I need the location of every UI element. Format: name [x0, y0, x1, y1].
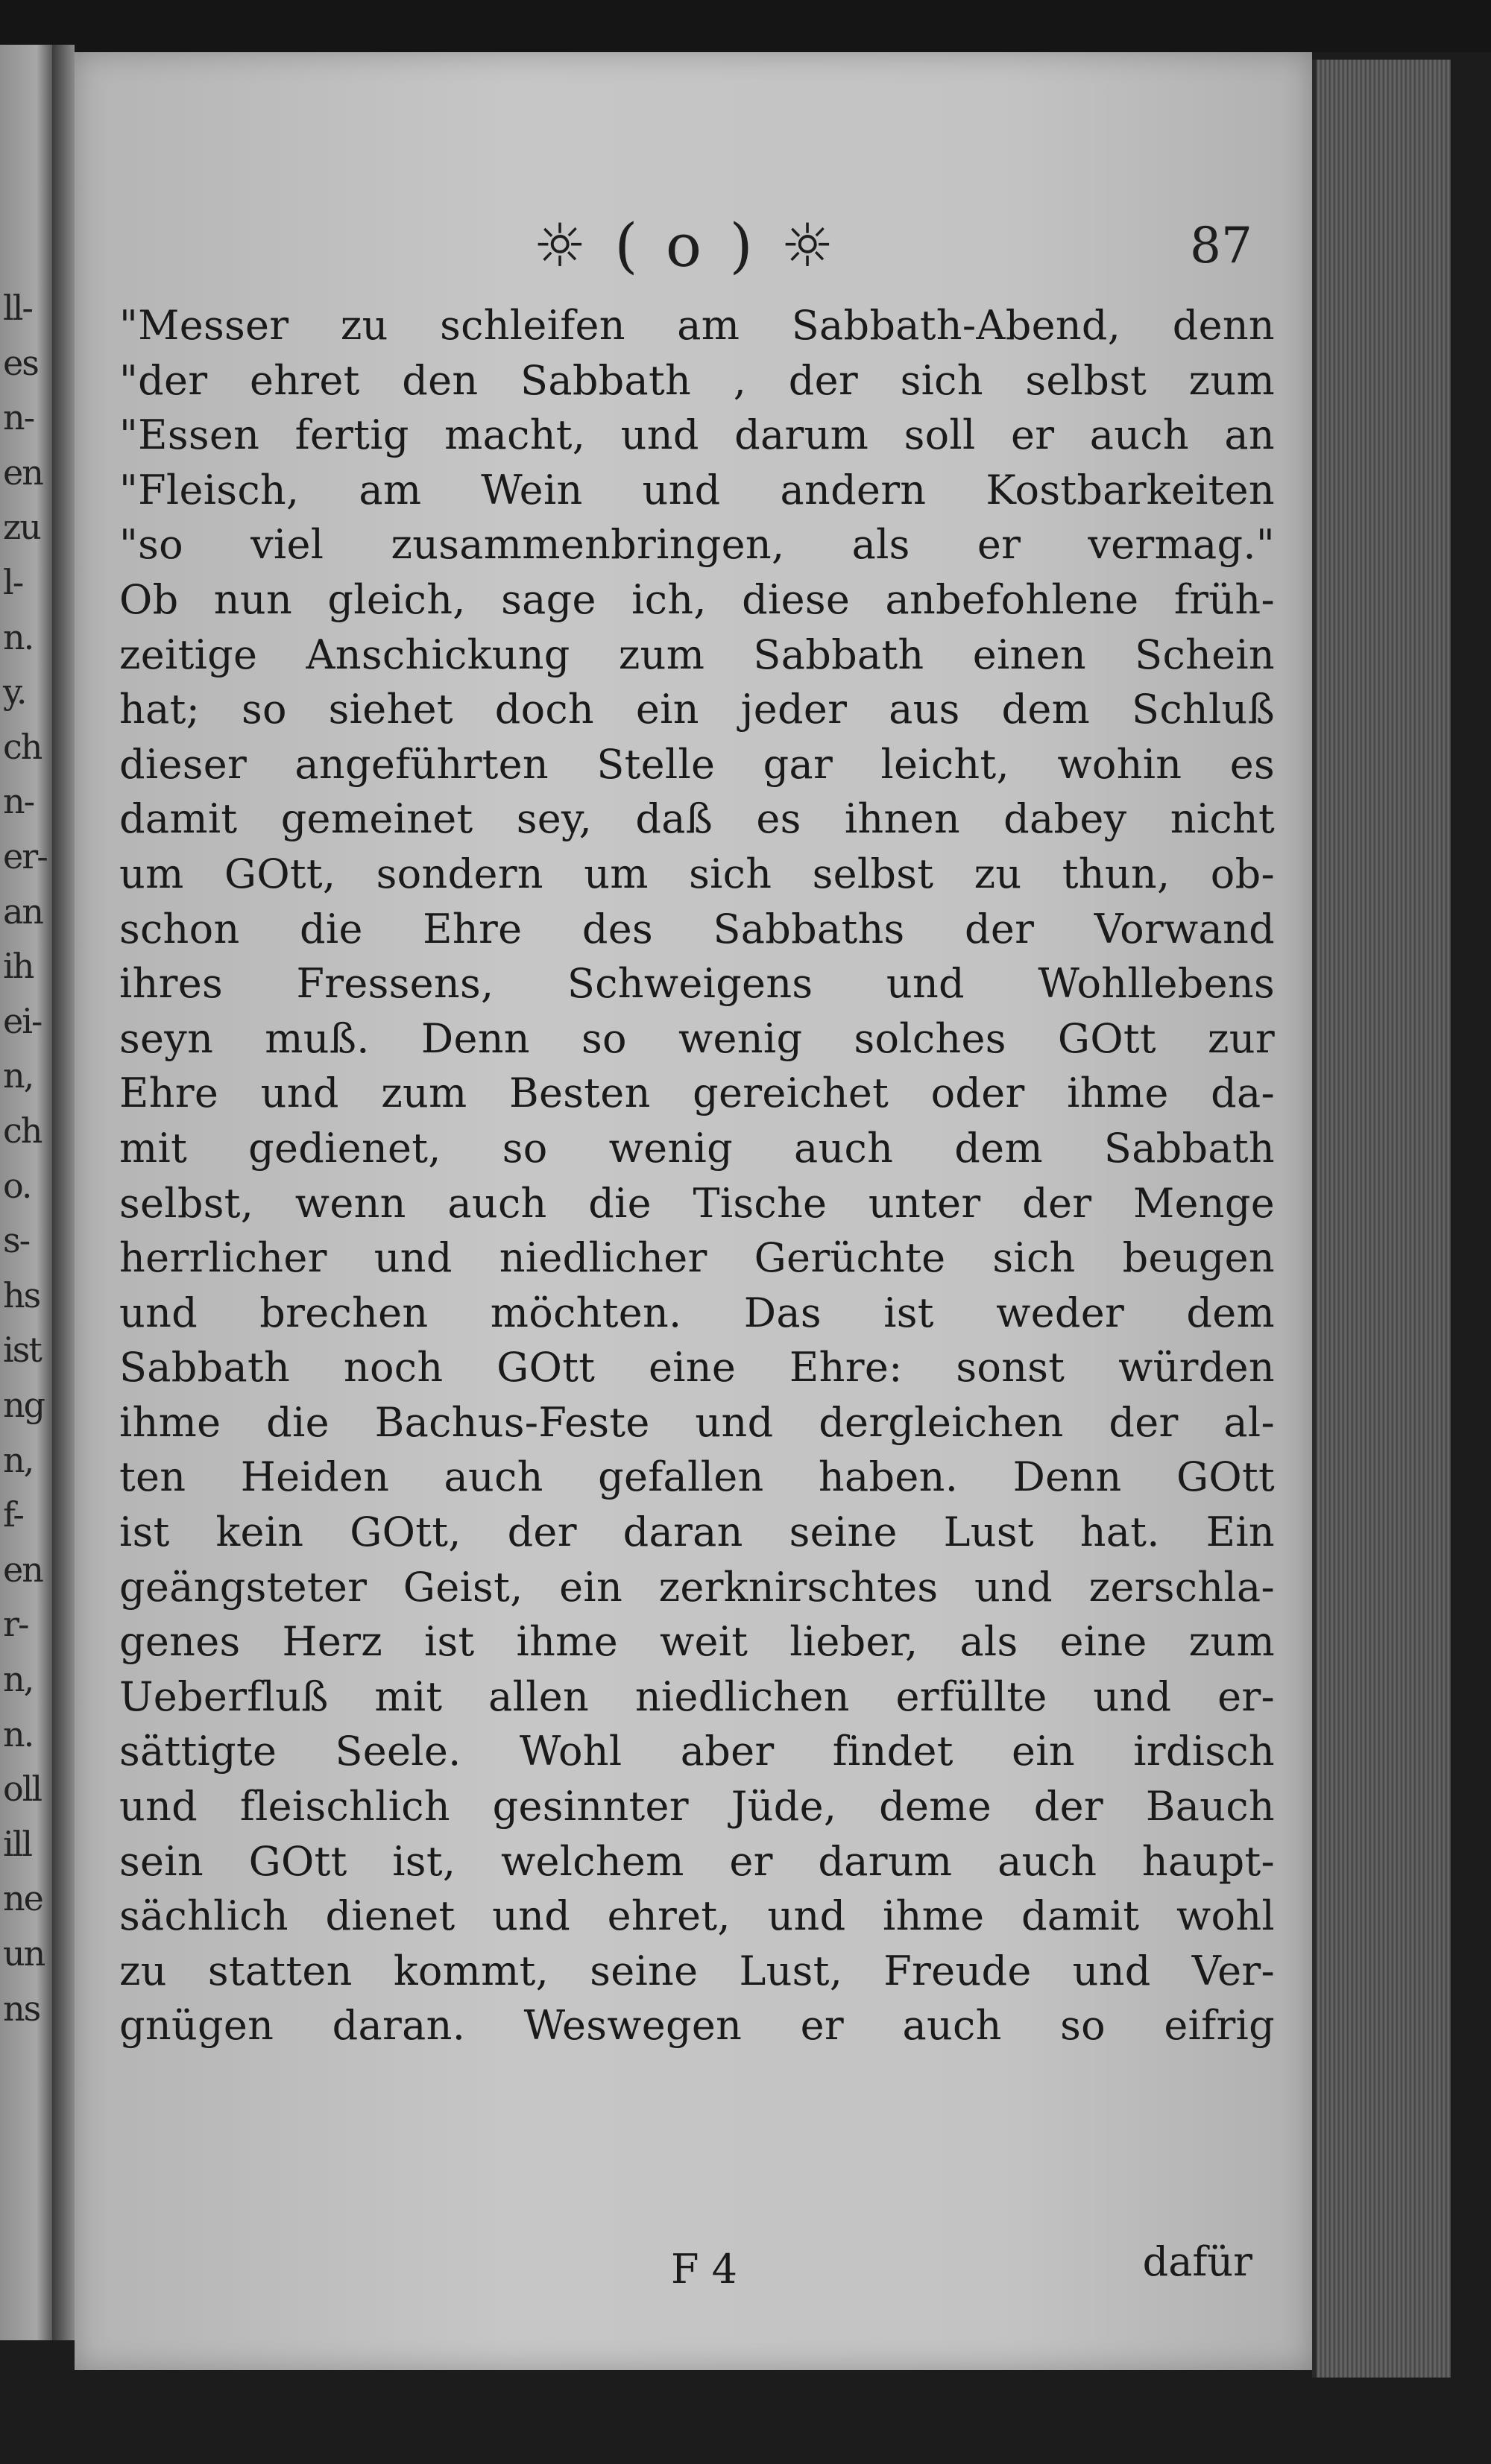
previous-page-fragment: f- — [3, 1494, 23, 1535]
previous-page-fragment: n, — [3, 1659, 34, 1699]
text-line: "Essen fertig macht, und darum soll er auch an — [119, 411, 1275, 459]
previous-page-fragment: oll — [3, 1769, 42, 1810]
previous-page-fragment: n. — [3, 1713, 34, 1754]
previous-page-fragment: n, — [3, 1055, 34, 1096]
previous-page-fragment: en — [3, 452, 42, 493]
text-line: gnügen daran. Weswegen er auch so eifrig — [119, 2002, 1275, 2050]
book-gutter — [52, 45, 75, 2340]
text-line: selbst, wenn auch die Tische unter der Menge — [119, 1179, 1275, 1227]
text-line: ihme die Bachus-Feste und dergleichen der al- — [119, 1398, 1275, 1446]
signature-mark: F 4 — [671, 2246, 737, 2293]
page-number: 87 — [1190, 217, 1252, 274]
text-line: hat; so siehet doch ein jeder aus dem Schluß — [119, 686, 1275, 733]
text-line: zu statten kommt, seine Lust, Freude und Ver- — [119, 1947, 1275, 1994]
previous-page-fragment: n, — [3, 1439, 34, 1480]
text-line: "Fleisch, am Wein und andern Kostbarkeiten — [119, 466, 1275, 514]
page-footer — [119, 2240, 1275, 2299]
previous-page-fragment: n- — [3, 781, 34, 822]
text-line: Sabbath noch GOtt eine Ehre: sonst würden — [119, 1344, 1275, 1391]
text-line: um GOtt, sondern um sich selbst zu thun, ob- — [119, 850, 1275, 897]
text-line: mit gedienet, so wenig auch dem Sabbath — [119, 1124, 1275, 1172]
text-line: "Messer zu schleifen am Sabbath-Abend, denn — [119, 302, 1275, 349]
text-line: geängsteter Geist, ein zerknirschtes und zerschla- — [119, 1563, 1275, 1611]
previous-page-fragment: ill — [3, 1823, 32, 1864]
previous-page-fragment: ist — [3, 1330, 41, 1371]
previous-page-fragment: ch — [3, 1111, 42, 1151]
text-line: seyn muß. Denn so wenig solches GOtt zur — [119, 1014, 1275, 1062]
previous-page-fragment: ne — [3, 1878, 42, 1919]
text-line: herrlicher und niedlicher Gerüchte sich beugen — [119, 1234, 1275, 1282]
text-line: sättigte Seele. Wohl aber findet ein irdisch — [119, 1728, 1275, 1775]
previous-page-fragment: zu — [3, 507, 40, 548]
page-body-text — [119, 298, 1275, 2053]
previous-page-fragment: es — [3, 342, 38, 383]
text-line: "so viel zusammenbringen, als er vermag." — [119, 521, 1275, 569]
text-line: und brechen möchten. Das ist weder dem — [119, 1289, 1275, 1336]
text-line: zeitige Anschickung zum Sabbath einen Schein — [119, 631, 1275, 678]
previous-page-fragment: l- — [3, 562, 23, 602]
previous-page-fragment: an — [3, 891, 43, 932]
text-line: "der ehret den Sabbath , der sich selbst zum — [119, 356, 1275, 404]
previous-page-fragment: ng — [3, 1385, 45, 1425]
previous-page-fragment: r- — [3, 1604, 28, 1645]
text-line: Ehre und zum Besten gereichet oder ihme da- — [119, 1070, 1275, 1117]
previous-page-fragment: s- — [3, 1220, 30, 1261]
previous-page-fragment: n. — [3, 616, 34, 657]
previous-page-fragment: ih — [3, 946, 34, 987]
previous-page-fragment: ch — [3, 726, 42, 767]
text-line: ist kein GOtt, der daran seine Lust hat. Ein — [119, 1509, 1275, 1556]
previous-page-fragment: er- — [3, 836, 47, 876]
text-line: genes Herz ist ihme weit lieber, als eine zum — [119, 1618, 1275, 1666]
previous-page-fragment: ns — [3, 1988, 40, 2029]
text-line: Ob nun gleich, sage ich, diese anbefohlene früh- — [119, 575, 1275, 623]
catchword: dafür — [1142, 2238, 1252, 2285]
text-line: ihres Fressens, Schweigens und Wohllebens — [119, 960, 1275, 1008]
previous-page-fragment: un — [3, 1933, 45, 1974]
previous-page-fragment: hs — [3, 1274, 40, 1315]
previous-page-fragment: ei- — [3, 1000, 42, 1041]
text-line: ten Heiden auch gefallen haben. Denn GOtt — [119, 1453, 1275, 1501]
previous-page-fragment: o. — [3, 1165, 31, 1206]
text-line: sächlich dienet und ehret, und ihme damit wohl — [119, 1892, 1275, 1940]
text-line: dieser angeführten Stelle gar leicht, wohin es — [119, 740, 1275, 788]
top-shadow — [0, 0, 1491, 52]
book-page — [75, 52, 1312, 2370]
previous-page-edge — [0, 45, 52, 2340]
previous-page-fragment: n- — [3, 397, 34, 438]
previous-page-fragment: y. — [3, 672, 26, 713]
text-line: und fleischlich gesinnter Jüde, deme der Bauch — [119, 1783, 1275, 1830]
text-line: schon die Ehre des Sabbaths der Vorwand — [119, 905, 1275, 953]
book-block-edge — [1312, 60, 1451, 2378]
previous-page-fragment: en — [3, 1549, 42, 1590]
previous-page-fragment: ll- — [3, 288, 32, 328]
page-header — [75, 201, 1312, 291]
text-line: damit gemeinet sey, daß es ihnen dabey nicht — [119, 795, 1275, 843]
header-ornament: ☼ ( o ) ☼ — [533, 211, 839, 280]
text-line: Ueberfluß mit allen niedlichen erfüllte und er- — [119, 1672, 1275, 1720]
text-line: sein GOtt ist, welchem er darum auch haupt- — [119, 1837, 1275, 1885]
